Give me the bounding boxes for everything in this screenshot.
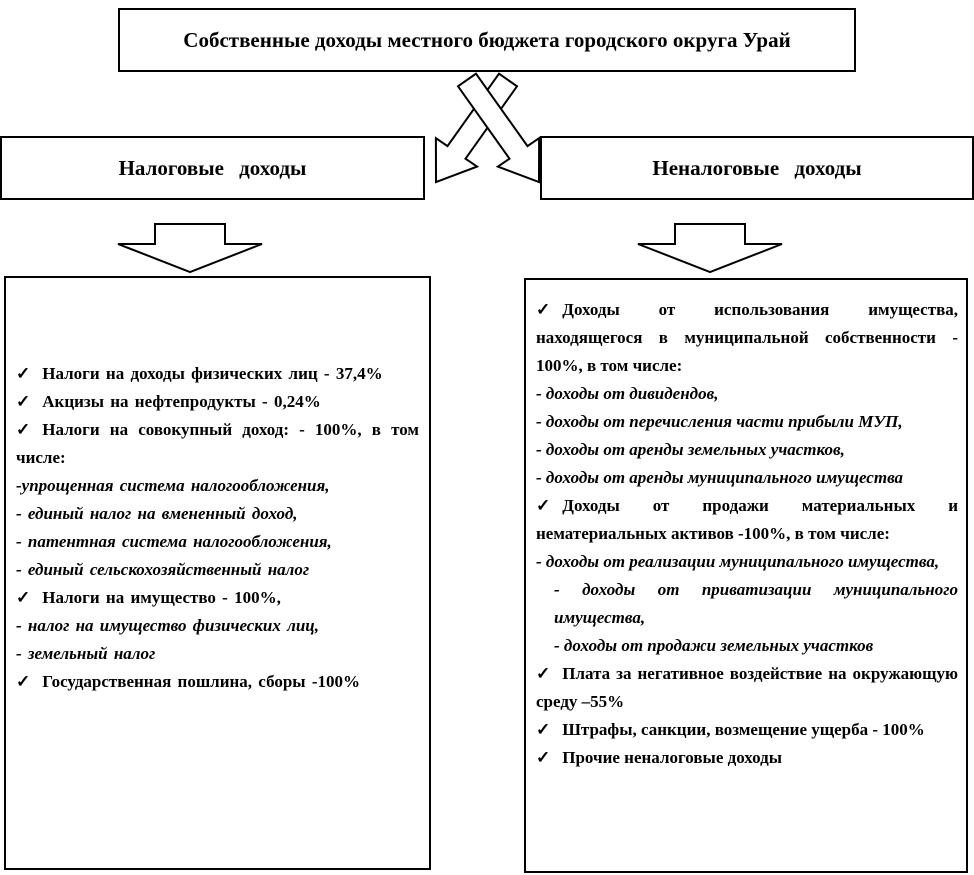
- list-item: [536, 576, 958, 632]
- list-item: [536, 548, 958, 576]
- tax-revenues-list-box: [4, 276, 431, 870]
- nontax-revenues-list-box: [524, 278, 968, 873]
- list-item-text: Налоги на имущество - 100%,: [42, 588, 281, 607]
- list-item-text: - доходы от дивидендов,: [536, 384, 719, 403]
- check-icon: ✓: [16, 672, 31, 691]
- list-item-text: Государственная пошлина, сборы -100%: [42, 672, 360, 691]
- list-item-text: - доходы от аренды муниципального имущества: [536, 468, 904, 487]
- list-item-text: Акцизы на нефтепродукты - 0,24%: [42, 392, 321, 411]
- list-item-text: - единый сельскохозяйственный налог: [16, 560, 310, 579]
- check-icon: ✓: [16, 392, 31, 411]
- check-icon: ✓: [16, 588, 31, 607]
- list-item-text: - доходы от продажи земельных участков: [554, 636, 874, 655]
- nontax-revenues-header-box: [540, 136, 974, 200]
- down-arrow-left: [118, 224, 262, 272]
- list-item: [16, 528, 419, 556]
- list-item-text: Доходы от использования имущества, находящегося в муниципальной собственности - 100%, в том числе:: [536, 300, 958, 375]
- title-box: [118, 8, 856, 72]
- diagram-title: Собственные доходы местного бюджета городского округа Урай: [183, 27, 791, 52]
- check-icon: ✓: [536, 496, 551, 515]
- list-item-text: - земельный налог: [16, 644, 156, 663]
- list-item-text: Налоги на доходы физических лиц - 37,4%: [42, 364, 383, 383]
- list-item: [16, 584, 419, 612]
- list-item: [536, 632, 958, 660]
- list-item: [16, 388, 419, 416]
- list-item: [16, 416, 419, 472]
- tax-revenues-header-box: [0, 136, 425, 200]
- list-item: [16, 612, 419, 640]
- list-item: [536, 492, 958, 548]
- list-item-text: - доходы от перечисления части прибыли МУП,: [536, 412, 903, 431]
- check-icon: ✓: [16, 364, 31, 383]
- check-icon: ✓: [536, 720, 551, 739]
- check-icon: ✓: [536, 664, 551, 683]
- down-arrow-right: [638, 224, 782, 272]
- list-item: [16, 500, 419, 528]
- check-icon: ✓: [536, 300, 551, 319]
- nontax-revenues-header-label: Неналоговые доходы: [652, 155, 862, 180]
- list-item: [16, 556, 419, 584]
- list-item-text: - налог на имущество физических лиц,: [16, 616, 320, 635]
- list-item: [536, 436, 958, 464]
- list-item: [536, 464, 958, 492]
- check-icon: ✓: [536, 748, 551, 767]
- list-item-text: - доходы от реализации муниципального имущества,: [536, 552, 940, 571]
- check-icon: ✓: [16, 420, 31, 439]
- list-item: [16, 360, 419, 388]
- list-item: [16, 668, 419, 696]
- list-item: [16, 472, 419, 500]
- list-item: [536, 716, 958, 744]
- list-item-text: Налоги на совокупный доход: - 100%, в том числе:: [16, 420, 419, 467]
- list-item-text: - единый налог на вмененный доход,: [16, 504, 298, 523]
- list-item: [536, 408, 958, 436]
- list-item-text: - доходы от аренды земельных участков,: [536, 440, 845, 459]
- list-item: [16, 640, 419, 668]
- list-item-text: Штрафы, санкции, возмещение ущерба - 100%: [562, 720, 925, 739]
- list-item: [536, 744, 958, 772]
- list-item-text: Доходы от продажи материальных и нематериальных активов -100%, в том числе:: [536, 496, 958, 543]
- list-item: [536, 660, 958, 716]
- list-item-text: - доходы от приватизации муниципального имущества,: [554, 580, 958, 627]
- list-item-text: - патентная система налогообложения,: [16, 532, 332, 551]
- list-item-text: Прочие неналоговые доходы: [562, 748, 783, 767]
- list-item-text: -упрощенная система налогообложения,: [16, 476, 330, 495]
- list-item: [536, 380, 958, 408]
- tax-revenues-header-label: Налоговые доходы: [118, 155, 307, 180]
- list-item-text: Плата за негативное воздействие на окружающую среду –55%: [536, 664, 958, 711]
- list-item: [536, 296, 958, 380]
